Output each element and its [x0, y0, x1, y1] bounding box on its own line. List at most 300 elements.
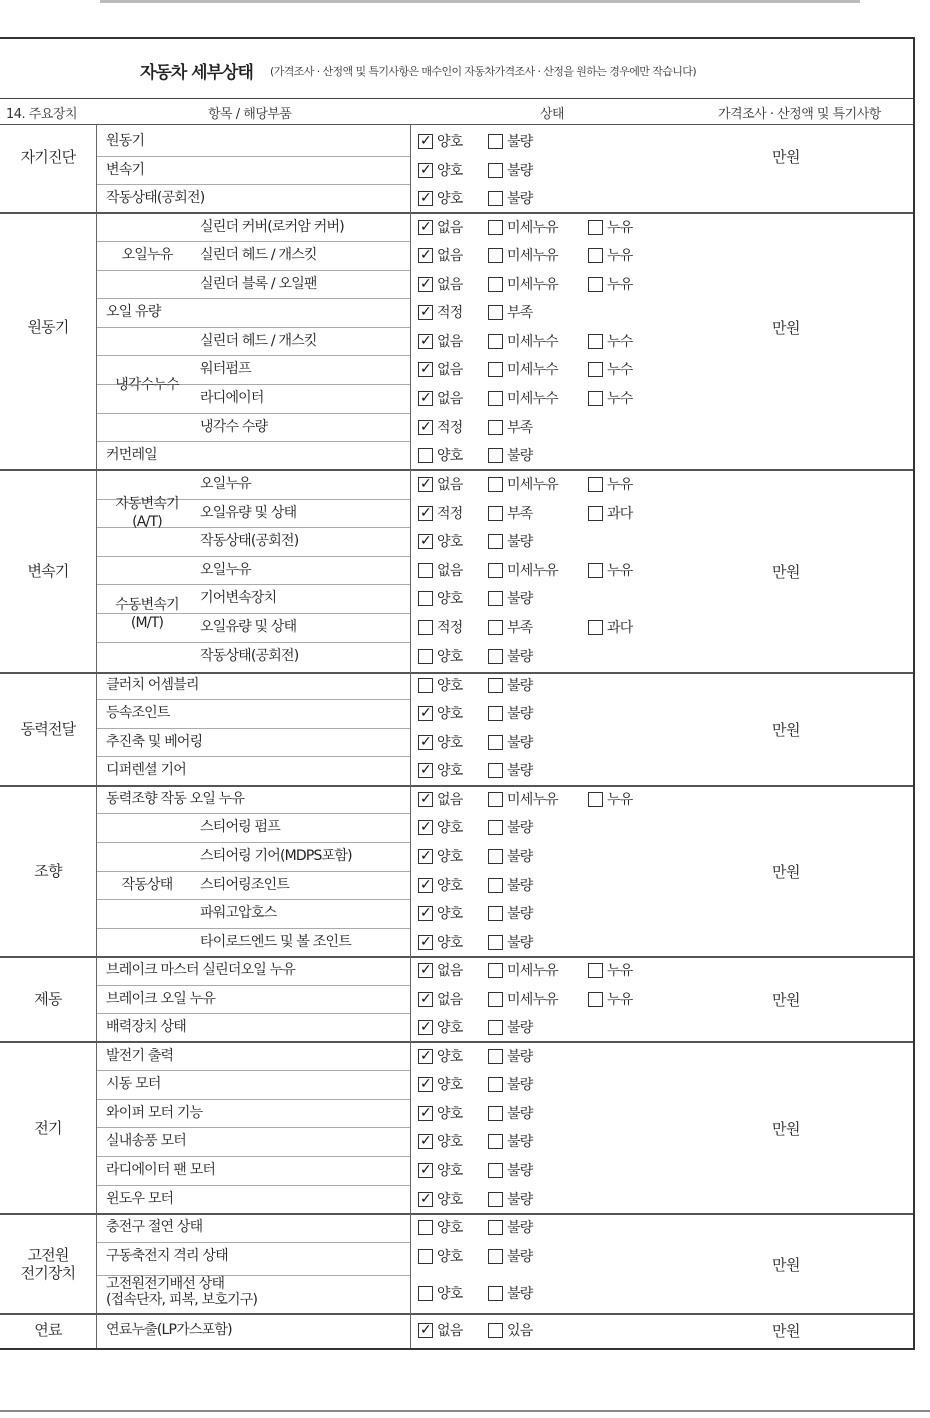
empty-checkbox-icon[interactable]	[588, 248, 603, 263]
status-option[interactable]	[488, 160, 532, 180]
status-option[interactable]	[418, 846, 462, 866]
empty-checkbox-icon[interactable]	[488, 678, 503, 693]
status-option[interactable]	[588, 474, 632, 494]
sublabel-oil-leak: 오일누유	[121, 247, 173, 263]
status-option[interactable]	[488, 1189, 532, 1209]
status-option[interactable]	[488, 188, 532, 208]
status-option[interactable]	[488, 1074, 532, 1094]
empty-checkbox-icon[interactable]	[418, 1249, 433, 1264]
row-divider	[97, 1013, 410, 1014]
empty-checkbox-icon[interactable]	[488, 191, 503, 206]
status-option[interactable]	[418, 1160, 462, 1180]
status-option[interactable]	[488, 1246, 532, 1266]
status-option[interactable]	[418, 1074, 462, 1094]
sublabel-operation: 작동상태	[121, 877, 173, 893]
status-option[interactable]	[488, 1320, 532, 1340]
status-option-label: 없음	[437, 362, 463, 378]
section-divider	[0, 672, 913, 674]
header-status: 상태	[540, 107, 565, 122]
checked-checkbox-icon[interactable]: ✓	[418, 763, 433, 778]
status-option[interactable]	[588, 217, 632, 237]
page-top-fragment	[0, 0, 930, 10]
status-option-label: 미세누유	[507, 563, 558, 579]
status-option[interactable]	[418, 703, 462, 723]
empty-checkbox-icon[interactable]	[488, 1192, 503, 1207]
status-option[interactable]	[418, 1131, 462, 1151]
status-option-label: 미세누유	[507, 963, 558, 979]
status-option[interactable]	[488, 1283, 532, 1303]
empty-checkbox-icon[interactable]	[488, 134, 503, 149]
empty-checkbox-icon[interactable]	[588, 620, 603, 635]
empty-checkbox-icon[interactable]	[488, 163, 503, 178]
status-option[interactable]	[488, 531, 532, 551]
checked-checkbox-icon[interactable]: ✓	[418, 1134, 433, 1149]
status-option-label: 양호	[437, 649, 463, 665]
empty-checkbox-icon[interactable]	[488, 220, 503, 235]
checked-checkbox-icon[interactable]: ✓	[418, 134, 433, 149]
status-option[interactable]	[418, 789, 462, 809]
row-divider	[97, 1242, 410, 1243]
item-label: 배력장치 상태	[106, 1019, 186, 1035]
status-option-label: 양호	[437, 706, 463, 722]
status-option[interactable]	[418, 960, 462, 980]
checked-checkbox-icon[interactable]: ✓	[418, 1192, 433, 1207]
status-option[interactable]	[488, 474, 558, 494]
checked-checkbox-icon[interactable]: ✓	[418, 534, 433, 549]
status-option[interactable]	[488, 417, 532, 437]
status-option[interactable]	[488, 875, 532, 895]
checked-checkbox-icon[interactable]: ✓	[418, 906, 433, 921]
empty-checkbox-icon[interactable]	[488, 820, 503, 835]
empty-checkbox-icon[interactable]	[488, 1286, 503, 1301]
empty-checkbox-icon[interactable]	[418, 1286, 433, 1301]
status-option-label: 있음	[507, 1323, 533, 1339]
empty-checkbox-icon[interactable]	[488, 1106, 503, 1121]
checked-checkbox-icon[interactable]: ✓	[418, 420, 433, 435]
item-label: 실린더 커버(로커암 커버)	[200, 219, 344, 235]
status-option[interactable]	[488, 903, 532, 923]
status-option[interactable]	[588, 960, 632, 980]
empty-checkbox-icon[interactable]	[588, 477, 603, 492]
status-option-label: 불량	[507, 906, 533, 922]
status-option[interactable]	[488, 1160, 532, 1180]
item-label: 클러치 어셈블리	[106, 677, 199, 693]
status-option[interactable]	[488, 1017, 532, 1037]
item-label: 디퍼렌셜 기어	[106, 762, 186, 778]
empty-checkbox-icon[interactable]	[488, 706, 503, 721]
status-option[interactable]	[418, 875, 462, 895]
row-divider	[97, 156, 410, 157]
status-option[interactable]	[488, 989, 558, 1009]
checked-checkbox-icon[interactable]: ✓	[418, 1049, 433, 1064]
empty-checkbox-icon[interactable]	[488, 1077, 503, 1092]
status-option[interactable]	[418, 274, 462, 294]
status-option[interactable]	[418, 1283, 462, 1303]
status-option[interactable]	[488, 617, 532, 637]
empty-checkbox-icon[interactable]	[418, 448, 433, 463]
empty-checkbox-icon[interactable]	[488, 792, 503, 807]
checked-checkbox-icon[interactable]: ✓	[418, 506, 433, 521]
checked-checkbox-icon[interactable]: ✓	[418, 191, 433, 206]
status-option-label: 과다	[607, 620, 633, 636]
checked-checkbox-icon[interactable]: ✓	[418, 1163, 433, 1178]
empty-checkbox-icon[interactable]	[488, 506, 503, 521]
status-option-label: 양호	[437, 935, 463, 951]
checked-checkbox-icon[interactable]: ✓	[418, 935, 433, 950]
header-main-device: 14. 주요장치	[6, 107, 78, 122]
section-label-electric: 전기	[34, 1119, 62, 1137]
empty-checkbox-icon[interactable]	[488, 1134, 503, 1149]
status-option-label: 불량	[507, 878, 533, 894]
status-option[interactable]	[588, 245, 632, 265]
status-option[interactable]	[418, 1017, 462, 1037]
status-option[interactable]	[588, 274, 632, 294]
item-label: 기어변속장치	[200, 590, 277, 606]
status-option[interactable]	[418, 331, 462, 351]
checked-checkbox-icon[interactable]: ✓	[418, 277, 433, 292]
status-option-label: 불량	[507, 649, 533, 665]
status-option-label: 불량	[507, 1020, 533, 1036]
empty-checkbox-icon[interactable]	[418, 563, 433, 578]
checked-checkbox-icon[interactable]: ✓	[418, 305, 433, 320]
status-option[interactable]	[588, 388, 632, 408]
status-option[interactable]	[588, 560, 632, 580]
sublabel-manual-trans: 수동변속기 (M/T)	[115, 597, 179, 631]
item-label: 타이로드엔드 및 볼 조인트	[200, 934, 351, 950]
status-option[interactable]	[588, 359, 632, 379]
status-option[interactable]	[488, 1217, 532, 1237]
status-option[interactable]	[488, 817, 532, 837]
empty-checkbox-icon[interactable]	[488, 1220, 503, 1235]
status-option-label: 불량	[507, 820, 533, 836]
empty-checkbox-icon[interactable]	[488, 1020, 503, 1035]
status-option[interactable]	[418, 245, 462, 265]
status-option-label: 누수	[607, 334, 633, 350]
item-label: 실린더 블록 / 오일팬	[200, 276, 317, 292]
row-divider	[97, 899, 410, 900]
empty-checkbox-icon[interactable]	[418, 1220, 433, 1235]
empty-checkbox-icon[interactable]	[488, 362, 503, 377]
status-option-label: 없음	[437, 563, 463, 579]
status-option[interactable]	[418, 675, 462, 695]
empty-checkbox-icon[interactable]	[488, 649, 503, 664]
empty-checkbox-icon[interactable]	[488, 563, 503, 578]
status-option[interactable]	[488, 388, 558, 408]
checked-checkbox-icon[interactable]: ✓	[418, 878, 433, 893]
column-divider-section	[96, 124, 97, 1348]
status-option[interactable]	[418, 160, 462, 180]
empty-checkbox-icon[interactable]	[418, 678, 433, 693]
checked-checkbox-icon[interactable]: ✓	[418, 248, 433, 263]
status-option[interactable]	[488, 846, 532, 866]
status-option-label: 양호	[437, 163, 463, 179]
section-divider	[0, 212, 913, 214]
empty-checkbox-icon[interactable]	[488, 992, 503, 1007]
item-label: 워터펌프	[200, 361, 251, 377]
status-option[interactable]	[418, 388, 462, 408]
checked-checkbox-icon[interactable]: ✓	[418, 792, 433, 807]
empty-checkbox-icon[interactable]	[488, 534, 503, 549]
status-option[interactable]	[418, 445, 462, 465]
status-option-label: 불량	[507, 591, 533, 607]
checked-checkbox-icon[interactable]: ✓	[418, 220, 433, 235]
status-option-label: 없음	[437, 992, 463, 1008]
empty-checkbox-icon[interactable]	[488, 735, 503, 750]
status-option[interactable]	[418, 588, 462, 608]
row-divider	[97, 1156, 410, 1157]
status-option-label: 미세누수	[507, 391, 558, 407]
status-option-label: 불량	[507, 1163, 533, 1179]
item-label: 충전구 절연 상태	[106, 1219, 203, 1235]
price-power[interactable]: 만원	[772, 721, 800, 739]
status-option[interactable]	[488, 217, 558, 237]
empty-checkbox-icon[interactable]	[488, 935, 503, 950]
item-label: 브레이크 오일 누유	[106, 991, 216, 1007]
status-option[interactable]	[488, 331, 558, 351]
empty-checkbox-icon[interactable]	[488, 477, 503, 492]
status-option[interactable]	[488, 932, 532, 952]
status-option[interactable]	[418, 1246, 462, 1266]
status-option-label: 누유	[607, 963, 633, 979]
status-option[interactable]	[588, 989, 632, 1009]
empty-checkbox-icon[interactable]	[488, 1249, 503, 1264]
status-option[interactable]	[588, 503, 632, 523]
page-bottom-fragment	[0, 1404, 930, 1418]
status-option[interactable]	[488, 503, 532, 523]
item-label: 라디에이터 팬 모터	[106, 1162, 216, 1178]
status-option-label: 불량	[507, 1106, 533, 1122]
price-engine[interactable]: 만원	[772, 319, 800, 337]
empty-checkbox-icon[interactable]	[488, 878, 503, 893]
status-option[interactable]	[418, 932, 462, 952]
empty-checkbox-icon[interactable]	[488, 763, 503, 778]
row-divider	[97, 441, 410, 442]
status-option-label: 없음	[437, 1323, 463, 1339]
status-option[interactable]	[418, 989, 462, 1009]
empty-checkbox-icon[interactable]	[488, 1323, 503, 1338]
item-label: 스티어링 기어(MDPS포함)	[200, 848, 352, 864]
status-option-label: 적정	[437, 420, 463, 436]
checked-checkbox-icon[interactable]: ✓	[418, 1106, 433, 1121]
price-self-diag[interactable]: 만원	[772, 148, 800, 166]
row-divider	[97, 699, 410, 700]
row-divider	[97, 1127, 410, 1128]
checked-checkbox-icon[interactable]: ✓	[418, 820, 433, 835]
status-option-label: 누유	[607, 248, 633, 264]
status-option[interactable]	[488, 445, 532, 465]
checked-checkbox-icon[interactable]: ✓	[418, 1020, 433, 1035]
empty-checkbox-icon[interactable]	[588, 334, 603, 349]
status-option-label: 양호	[437, 1049, 463, 1065]
sublabel-auto-trans: 자동변속기 (A/T)	[115, 496, 179, 530]
item-label: 실린더 헤드 / 개스킷	[200, 333, 317, 349]
empty-checkbox-icon[interactable]	[588, 992, 603, 1007]
empty-checkbox-icon[interactable]	[418, 620, 433, 635]
status-option[interactable]	[418, 1103, 462, 1123]
empty-checkbox-icon[interactable]	[488, 591, 503, 606]
status-option[interactable]	[488, 131, 532, 151]
status-option[interactable]	[418, 302, 462, 322]
status-option[interactable]	[488, 560, 558, 580]
status-option-label: 없음	[437, 477, 463, 493]
checked-checkbox-icon[interactable]: ✓	[418, 963, 433, 978]
empty-checkbox-icon[interactable]	[488, 448, 503, 463]
row-divider	[97, 871, 410, 872]
status-option[interactable]	[488, 646, 532, 666]
status-option-label: 누유	[607, 277, 633, 293]
status-option-label: 양호	[437, 735, 463, 751]
price-steering[interactable]: 만원	[772, 863, 800, 881]
status-option-label: 미세누유	[507, 477, 558, 493]
empty-checkbox-icon[interactable]	[588, 220, 603, 235]
status-option[interactable]	[418, 359, 462, 379]
row-divider	[97, 355, 410, 356]
item-label: 등속조인트	[106, 705, 170, 721]
status-option[interactable]	[488, 1046, 532, 1066]
section-label-power: 동력전달	[20, 720, 76, 738]
status-option-label: 불량	[507, 1049, 533, 1065]
row-divider	[97, 813, 410, 814]
status-option[interactable]	[488, 302, 532, 322]
status-option[interactable]	[418, 760, 462, 780]
status-option[interactable]	[488, 245, 558, 265]
status-option[interactable]	[418, 646, 462, 666]
empty-checkbox-icon[interactable]	[588, 277, 603, 292]
status-option[interactable]	[418, 617, 462, 637]
status-option[interactable]	[418, 131, 462, 151]
empty-checkbox-icon[interactable]	[488, 248, 503, 263]
price-transmission[interactable]: 만원	[772, 563, 800, 581]
checked-checkbox-icon[interactable]: ✓	[418, 163, 433, 178]
status-option[interactable]	[488, 588, 532, 608]
empty-checkbox-icon[interactable]	[588, 391, 603, 406]
status-option[interactable]	[418, 560, 462, 580]
checked-checkbox-icon[interactable]: ✓	[418, 391, 433, 406]
status-option[interactable]	[418, 1320, 462, 1340]
empty-checkbox-icon[interactable]	[588, 362, 603, 377]
checked-checkbox-icon[interactable]: ✓	[418, 1323, 433, 1338]
item-label: 실내송풍 모터	[106, 1133, 186, 1149]
status-option[interactable]	[488, 703, 532, 723]
row-divider	[97, 327, 410, 328]
status-option[interactable]	[488, 359, 558, 379]
status-option[interactable]	[418, 531, 462, 551]
checked-checkbox-icon[interactable]: ✓	[418, 477, 433, 492]
status-option[interactable]	[418, 1189, 462, 1209]
checked-checkbox-icon[interactable]: ✓	[418, 362, 433, 377]
status-option[interactable]	[488, 732, 532, 752]
status-option[interactable]	[488, 675, 532, 695]
status-option[interactable]	[418, 732, 462, 752]
status-option-label: 불량	[507, 706, 533, 722]
status-option[interactable]	[588, 789, 632, 809]
section-label-transmission: 변속기	[27, 562, 69, 580]
empty-checkbox-icon[interactable]	[588, 963, 603, 978]
checked-checkbox-icon[interactable]: ✓	[418, 1077, 433, 1092]
section-divider	[0, 1213, 913, 1215]
status-option-label: 양호	[437, 878, 463, 894]
checked-checkbox-icon[interactable]: ✓	[418, 992, 433, 1007]
empty-checkbox-icon[interactable]	[488, 906, 503, 921]
empty-checkbox-icon[interactable]	[418, 591, 433, 606]
empty-checkbox-icon[interactable]	[488, 1163, 503, 1178]
status-option-label: 누유	[607, 992, 633, 1008]
price-brake[interactable]: 만원	[772, 991, 800, 1009]
empty-checkbox-icon[interactable]	[488, 277, 503, 292]
status-option[interactable]	[418, 474, 462, 494]
section-label-hv: 고전원 전기장치	[20, 1246, 76, 1282]
status-option-label: 불량	[507, 935, 533, 951]
status-option[interactable]	[418, 1217, 462, 1237]
empty-checkbox-icon[interactable]	[588, 563, 603, 578]
status-option[interactable]	[418, 188, 462, 208]
status-option-label: 없음	[437, 220, 463, 236]
empty-checkbox-icon[interactable]	[488, 420, 503, 435]
status-option-label: 불량	[507, 163, 533, 179]
status-option[interactable]	[418, 503, 462, 523]
header-item: 항목 / 해당부품	[208, 107, 292, 122]
status-option[interactable]	[418, 903, 462, 923]
price-fuel[interactable]: 만원	[772, 1322, 800, 1340]
price-hv[interactable]: 만원	[772, 1256, 800, 1274]
empty-checkbox-icon[interactable]	[418, 649, 433, 664]
status-option[interactable]	[418, 417, 462, 437]
empty-checkbox-icon[interactable]	[488, 334, 503, 349]
status-option[interactable]	[488, 1131, 532, 1151]
empty-checkbox-icon[interactable]	[488, 620, 503, 635]
empty-checkbox-icon[interactable]	[488, 963, 503, 978]
item-label: 오일 유량	[106, 304, 161, 320]
status-option-label: 적정	[437, 305, 463, 321]
status-option[interactable]	[588, 617, 632, 637]
empty-checkbox-icon[interactable]	[588, 792, 603, 807]
status-option-label: 불량	[507, 1192, 533, 1208]
empty-checkbox-icon[interactable]	[488, 391, 503, 406]
status-option[interactable]	[418, 217, 462, 237]
item-label: 파워고압호스	[200, 905, 277, 921]
status-option-label: 누수	[607, 362, 633, 378]
empty-checkbox-icon[interactable]	[488, 305, 503, 320]
status-option[interactable]	[488, 274, 558, 294]
status-option-label: 양호	[437, 1134, 463, 1150]
checked-checkbox-icon[interactable]: ✓	[418, 849, 433, 864]
status-option-label: 누유	[607, 220, 633, 236]
status-option-label: 불량	[507, 448, 533, 464]
checked-checkbox-icon[interactable]: ✓	[418, 706, 433, 721]
status-option-label: 누유	[607, 792, 633, 808]
status-option[interactable]	[488, 960, 558, 980]
empty-checkbox-icon[interactable]	[588, 506, 603, 521]
status-option[interactable]	[488, 1103, 532, 1123]
item-label: 고전원전기배선 상태 (접속단자, 피복, 보호기구)	[106, 1276, 258, 1308]
row-divider	[97, 1070, 410, 1071]
price-electric[interactable]: 만원	[772, 1120, 800, 1138]
status-option-label: 없음	[437, 248, 463, 264]
status-option[interactable]	[588, 331, 632, 351]
status-option[interactable]	[418, 1046, 462, 1066]
status-option[interactable]	[488, 789, 558, 809]
status-option-label: 미세누수	[507, 362, 558, 378]
empty-checkbox-icon[interactable]	[488, 849, 503, 864]
status-option[interactable]	[418, 817, 462, 837]
form-subtitle: (가격조사 · 산정액 및 특기사항은 매수인이 자동차가격조사 · 산정을 원하는 경우에만 작습니다)	[270, 65, 697, 78]
row-divider	[97, 928, 410, 929]
empty-checkbox-icon[interactable]	[488, 1049, 503, 1064]
checked-checkbox-icon[interactable]: ✓	[418, 735, 433, 750]
status-option[interactable]	[488, 760, 532, 780]
status-option-label: 불량	[507, 1286, 533, 1302]
checked-checkbox-icon[interactable]: ✓	[418, 334, 433, 349]
